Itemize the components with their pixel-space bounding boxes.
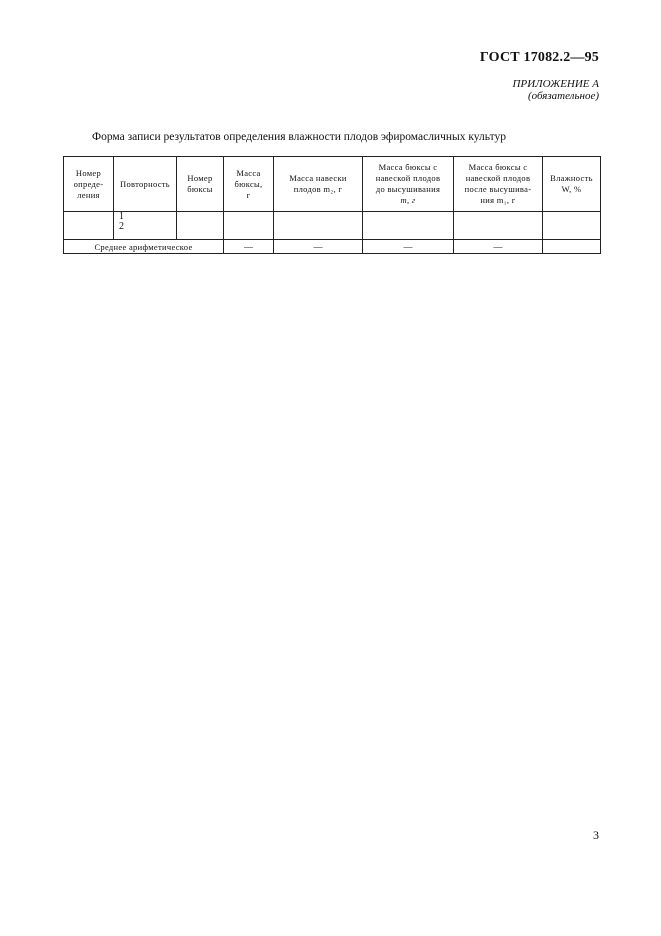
page-number: 3 bbox=[593, 828, 599, 842]
col-header-moisture: Влажность W, % bbox=[543, 157, 601, 212]
appendix-heading bbox=[513, 78, 599, 102]
average-row bbox=[64, 240, 601, 254]
cell-repetitions bbox=[114, 212, 177, 240]
col-header-bottle-mass: Масса бюксы, г bbox=[224, 157, 274, 212]
col-header-sample-mass: Масса навески плодов m₂, г bbox=[274, 157, 363, 212]
cell-bottle-number bbox=[177, 212, 224, 240]
col-header-determination-number: Номер опреде- ления bbox=[64, 157, 114, 212]
col-header-mass-before-drying: Масса бюксы с навеской плодов до высушивания m, г bbox=[363, 157, 454, 212]
average-label: Среднее арифметическое bbox=[64, 240, 224, 254]
average-dash-bottle-mass: — bbox=[224, 240, 274, 254]
cell-moisture bbox=[543, 212, 601, 240]
cell-mass-after bbox=[454, 212, 543, 240]
average-dash-sample-mass: — bbox=[274, 240, 363, 254]
document-code: ГОСТ 17082.2—95 bbox=[479, 50, 599, 65]
col-header-weighing-bottle-number: Номер бюксы bbox=[177, 157, 224, 212]
repetition-2: 2 bbox=[119, 221, 124, 232]
table-header-row bbox=[64, 157, 601, 212]
average-moisture bbox=[543, 240, 601, 254]
cell-sample-mass bbox=[274, 212, 363, 240]
average-dash-mass-after: — bbox=[454, 240, 543, 254]
cell-mass-before bbox=[363, 212, 454, 240]
repetition-1: 1 bbox=[119, 211, 124, 222]
col-header-repetition: Повторность bbox=[114, 157, 177, 212]
form-title: Форма записи результатов определения влажности плодов эфиромасличных культур bbox=[92, 131, 506, 143]
results-table bbox=[63, 156, 601, 254]
appendix-status: (обязательное) bbox=[527, 90, 599, 102]
table-row bbox=[64, 212, 601, 240]
appendix-title: ПРИЛОЖЕНИЕ А bbox=[512, 78, 599, 90]
cell-determination-number bbox=[64, 212, 114, 240]
col-header-mass-after-drying: Масса бюксы с навеской плодов после высушива- ния m₁, г bbox=[454, 157, 543, 212]
cell-bottle-mass bbox=[224, 212, 274, 240]
average-dash-mass-before: — bbox=[363, 240, 454, 254]
